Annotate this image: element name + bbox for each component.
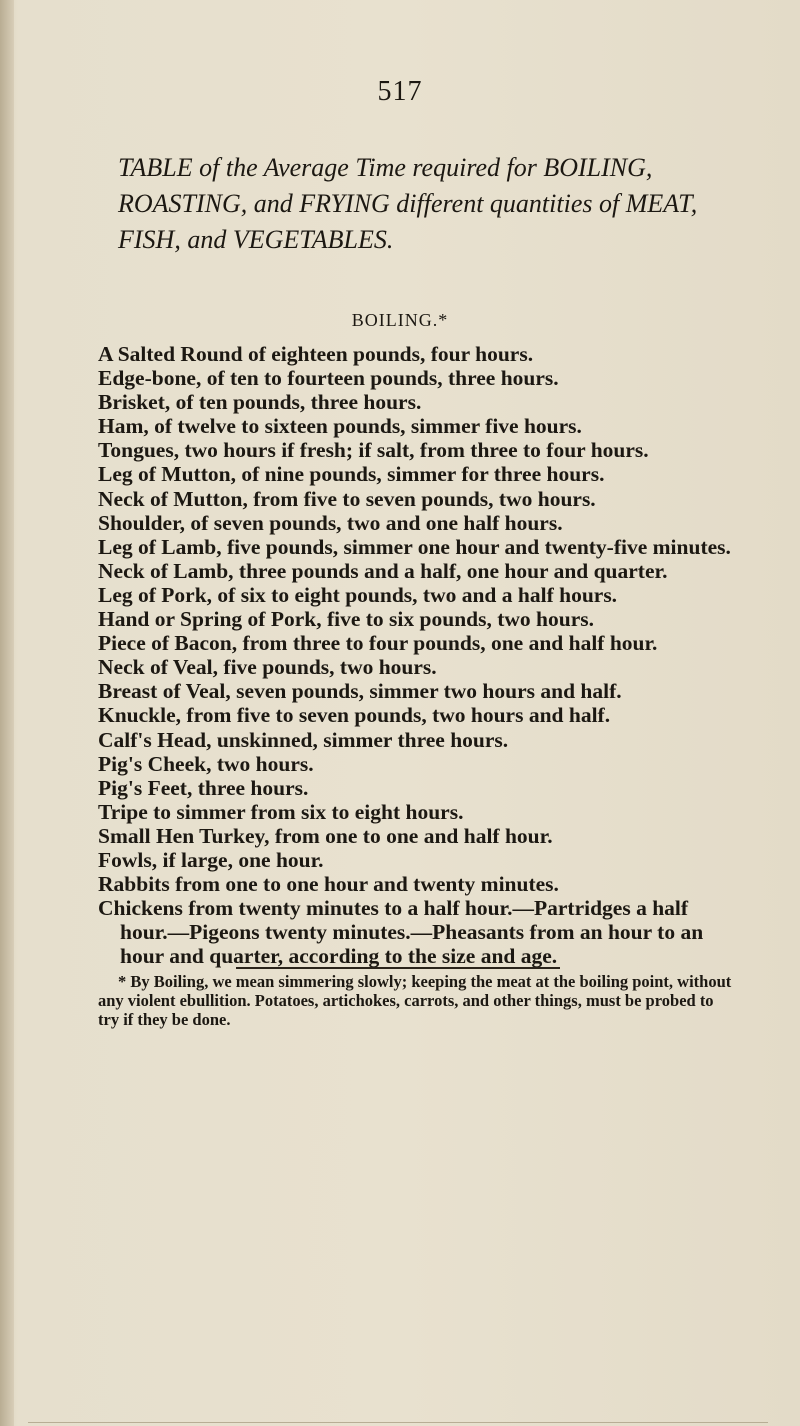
list-item: Chickens from twenty minutes to a half hour.—Partridges a half hour.—Pigeons twenty minutes.—Pheasants from an hour to an hour and quarter, according to the size and age. [98,896,704,969]
page-bottom-edge [28,1422,768,1423]
list-item: Knuckle, from five to seven pounds, two hours and half. [98,703,611,728]
list-item: A Salted Round of eighteen pounds, four hours. [98,342,534,366]
list-item: Tongues, two hours if fresh; if salt, from three to four hours. [98,438,649,463]
list-item: Brisket, of ten pounds, three hours. [98,390,422,415]
page-binding-edge [0,0,14,1426]
list-item: Neck of Lamb, three pounds and a half, one hour and quarter. [98,558,668,583]
list-item: Fowls, if large, one hour. [98,847,324,872]
list-item: Shoulder, of seven pounds, two and one half hours. [98,510,563,535]
list-item: Leg of Mutton, of nine pounds, simmer for three hours. [98,462,605,487]
section-heading: BOILING.* [351,310,449,330]
list-item: Breast of Veal, seven pounds, simmer two hours and half. [98,679,622,704]
list-item: Pig's Feet, three hours. [98,775,309,800]
list-item: Edge-bone, of ten to fourteen pounds, three hours. [98,366,559,391]
list-item: Hand or Spring of Pork, five to six pounds, two hours. [98,607,594,632]
list-item: Calf's Head, unskinned, simmer three hours. [98,727,509,752]
table-title: TABLE of the Average Time required for BOILING, ROASTING, and FRYING different quantities of MEAT, FISH, and VEGETABLES. [118,153,698,254]
footnote: * By Boiling, we mean simmering slowly; keeping the meat at the boiling point, without any violent ebullition. Potatoes, artichokes, carrots, and other things, must be probed to try if they be done. [98,972,732,1029]
page-number: 517 [377,76,423,107]
list-item: Small Hen Turkey, from one to one and half hour. [98,823,553,848]
list-item: Pig's Cheek, two hours. [98,751,314,776]
list-item: Neck of Mutton, from five to seven pounds, two hours. [98,486,596,511]
list-item: Leg of Lamb, five pounds, simmer one hour and twenty-five minutes. [98,534,731,559]
list-item: Ham, of twelve to sixteen pounds, simmer five hours. [98,414,582,439]
boiling-entries-list [98,342,738,968]
list-item: Neck of Veal, five pounds, two hours. [98,655,437,680]
list-item: Tripe to simmer from six to eight hours. [98,799,464,824]
list-item: Piece of Bacon, from three to four pounds, one and half hour. [98,631,658,656]
list-item: Rabbits from one to one hour and twenty minutes. [98,872,559,897]
list-item: Leg of Pork, of six to eight pounds, two and a half hours. [98,582,618,607]
footnote-divider [236,967,560,969]
